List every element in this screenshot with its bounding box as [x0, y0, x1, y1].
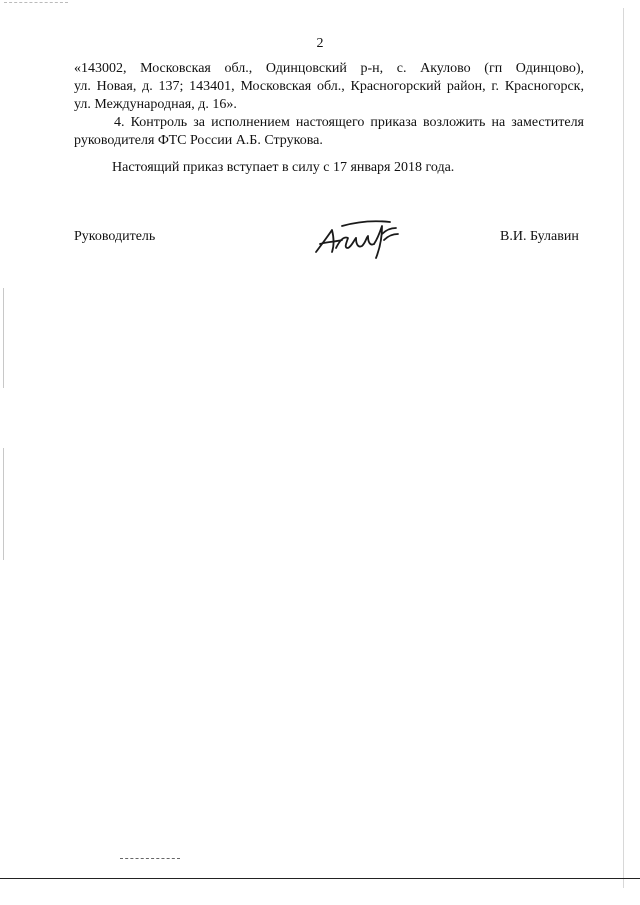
scan-edge-line [3, 288, 4, 388]
scan-edge-mark [120, 858, 180, 859]
handwritten-signature-icon [312, 214, 402, 262]
text-line: руководителя ФТС России А.Б. Струкова. [74, 133, 323, 148]
signer-name: В.И. Булавин [500, 229, 579, 244]
signer-title: Руководитель [74, 229, 156, 244]
page-number: 2 [316, 36, 324, 51]
scan-edge-line [623, 8, 624, 888]
item-4-paragraph [74, 114, 584, 150]
text-line: 4. Контроль за исполнением настоящего приказа возложить на заместителя [114, 115, 584, 130]
effective-date-text: Настоящий приказ вступает в силу с 17 января 2018 года. [112, 160, 455, 175]
text-line: ул. Международная, д. 16». [74, 97, 237, 112]
text-line: «143002, Московская обл., Одинцовский р-н, с. Акулово (гп Одинцово), [74, 61, 584, 76]
text-line: ул. Новая, д. 137; 143401, Московская обл., Красногорский район, г. Красногорск, [74, 79, 584, 94]
scan-edge-line [0, 878, 640, 879]
scan-edge-mark [4, 2, 68, 3]
address-paragraph [74, 60, 584, 114]
scan-edge-line [3, 448, 4, 560]
